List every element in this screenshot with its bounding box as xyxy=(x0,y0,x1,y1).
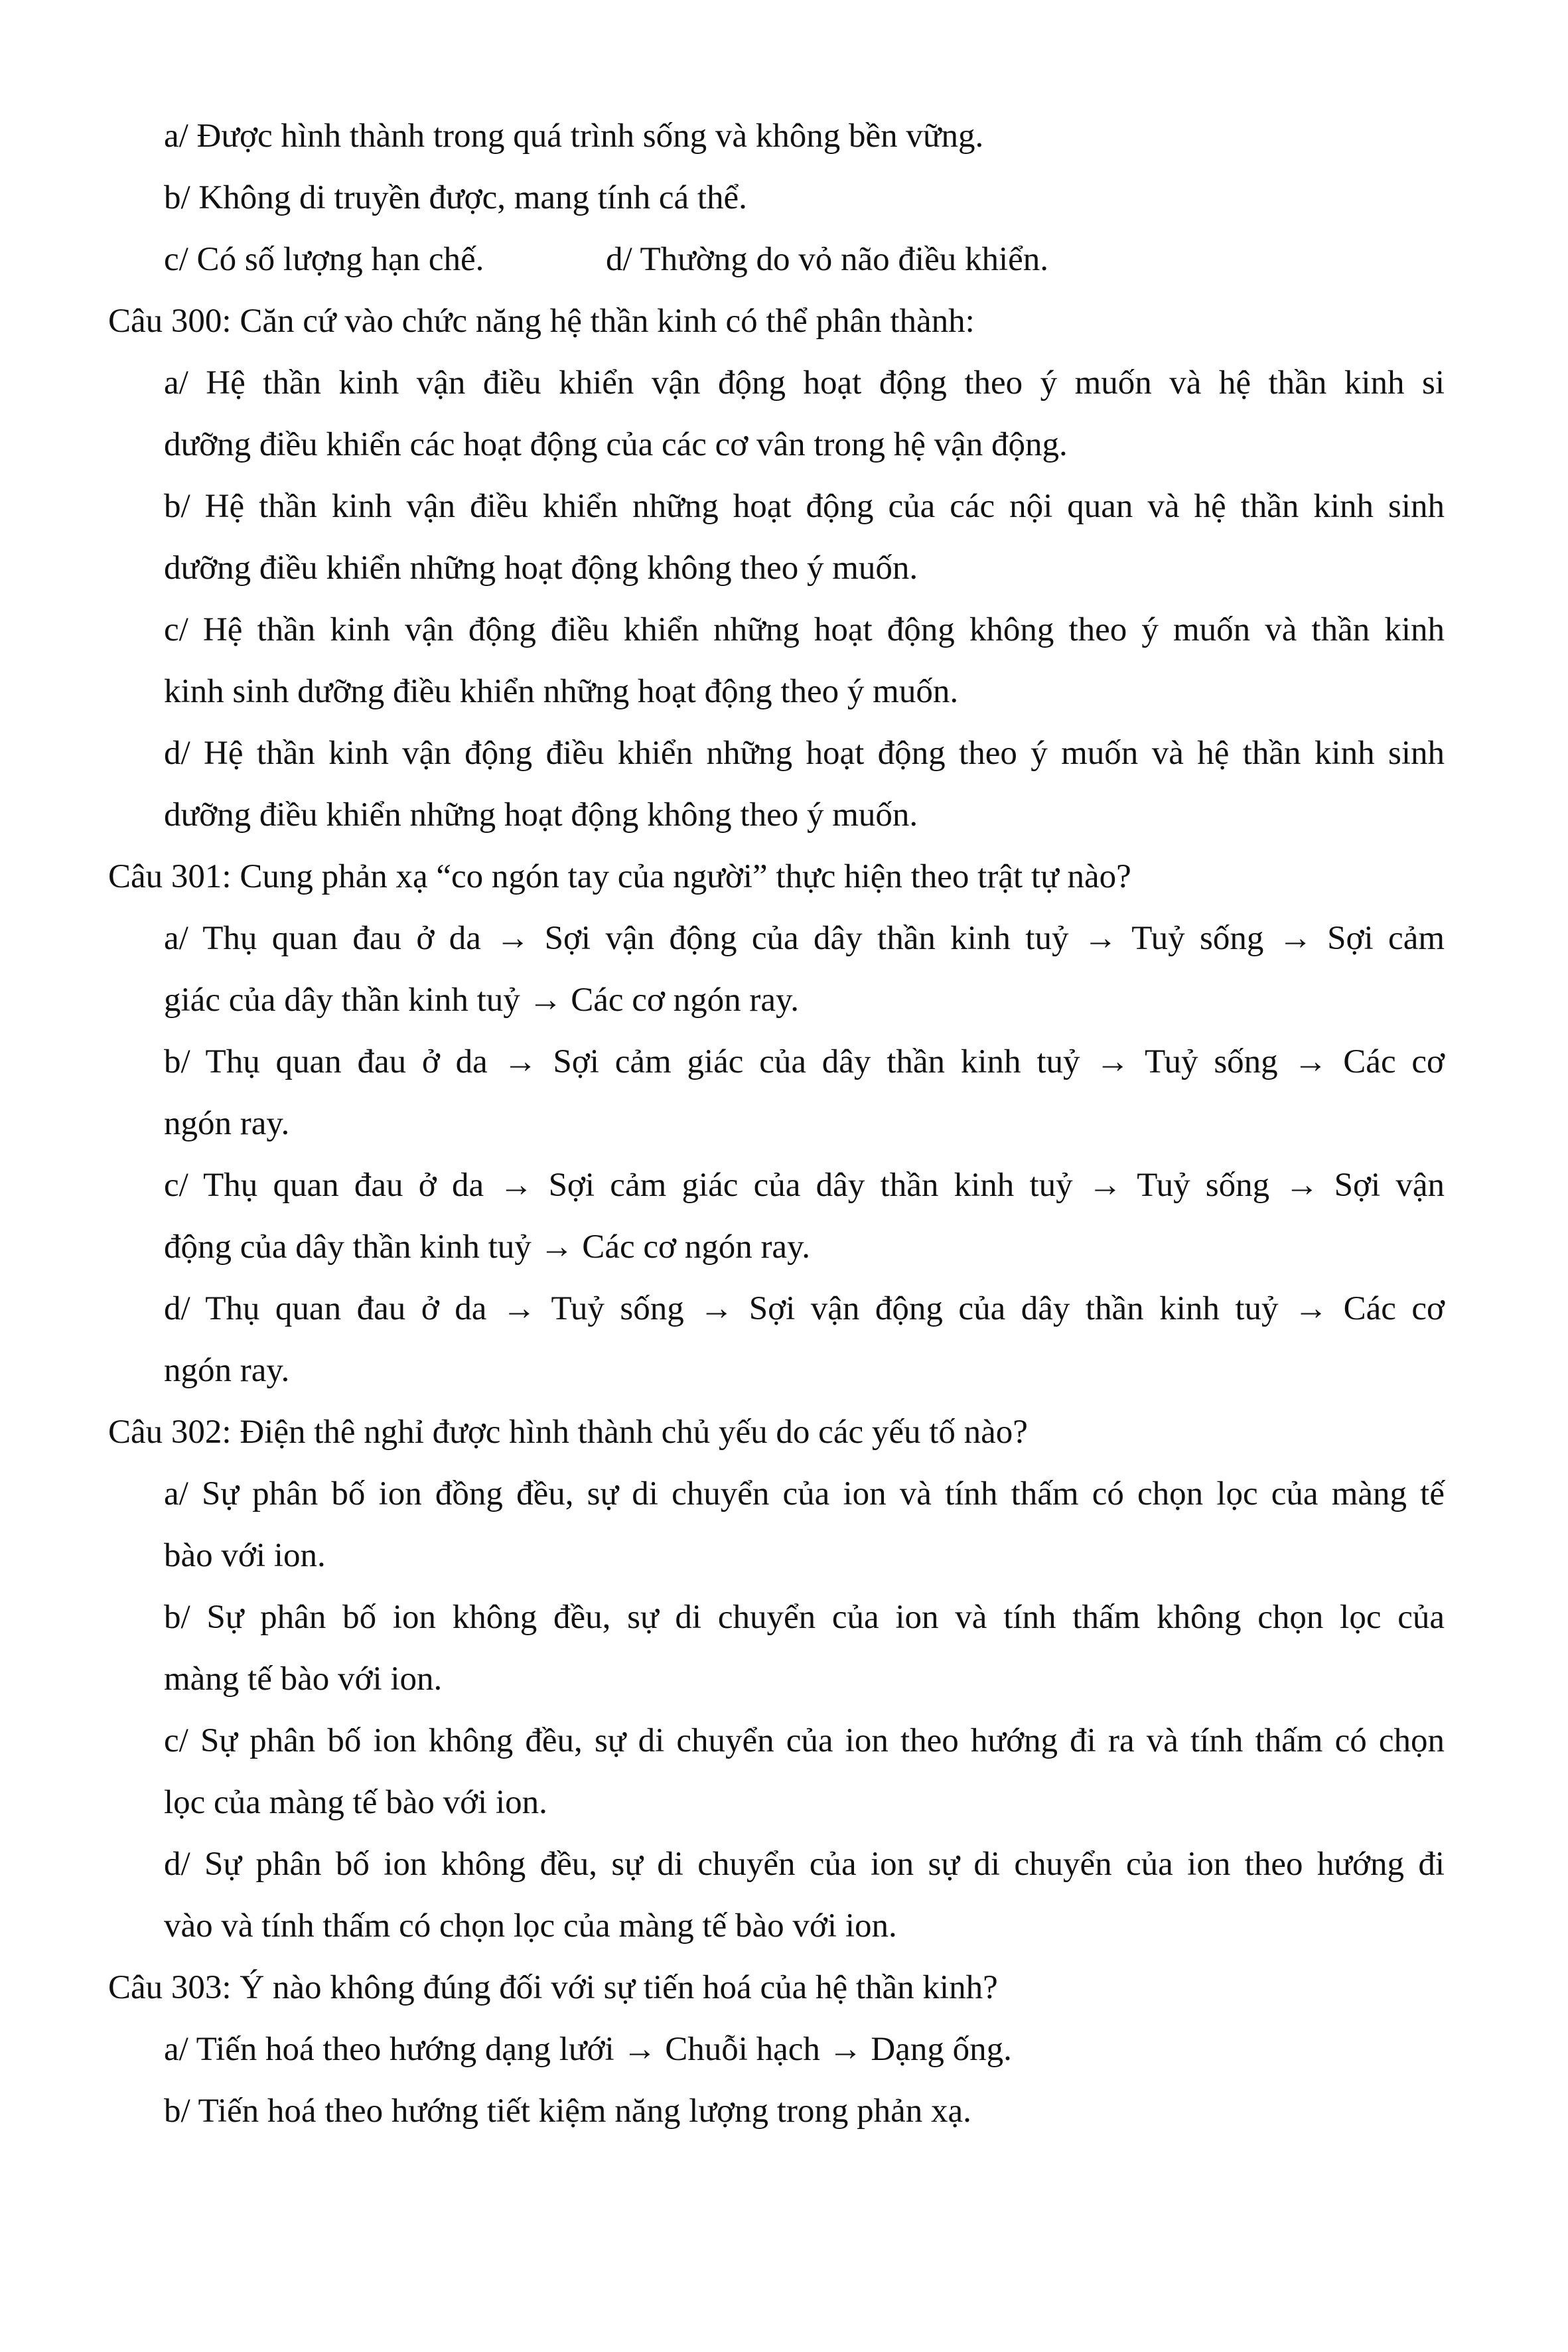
q301-option-b-line1: b/ Thụ quan đau ở da → Sợi cảm giác của dây thần kinh tuỷ → Tuỷ sống → Các cơ xyxy=(164,1043,1445,1080)
q302-option-a-line1: a/ Sự phân bố ion đồng đều, sự di chuyển của ion và tính thấm có chọn lọc của màng tế xyxy=(164,1475,1445,1512)
q300-option-d-line1: d/ Hệ thần kinh vận động điều khiển những hoạt động theo ý muốn và hệ thần kinh sinh xyxy=(164,735,1445,772)
q301-option-a-line2: giác của dây thần kinh tuỷ → Các cơ ngón ray. xyxy=(164,982,799,1019)
q300-option-c-line1: c/ Hệ thần kinh vận động điều khiển những hoạt động không theo ý muốn và thần kinh xyxy=(164,611,1445,648)
q300-option-c-line2: kinh sinh dưỡng điều khiển những hoạt động theo ý muốn. xyxy=(164,673,959,710)
q301-option-c-line1: c/ Thụ quan đau ở da → Sợi cảm giác của dây thần kinh tuỷ → Tuỷ sống → Sợi vận xyxy=(164,1167,1445,1204)
question-301: Câu 301: Cung phản xạ “co ngón tay của người” thực hiện theo trật tự nào? xyxy=(108,858,1131,895)
q300-option-a-line2: dưỡng điều khiển các hoạt động của các cơ vân trong hệ vận động. xyxy=(164,426,1068,463)
q303-option-a: a/ Tiến hoá theo hướng dạng lưới → Chuỗi hạch → Dạng ống. xyxy=(164,2031,1012,2068)
prev-option-a: a/ Được hình thành trong quá trình sống và không bền vững. xyxy=(164,117,984,155)
question-303: Câu 303: Ý nào không đúng đối với sự tiến hoá của hệ thần kinh? xyxy=(108,1969,998,2006)
q300-option-d-line2: dưỡng điều khiển những hoạt động không theo ý muốn. xyxy=(164,796,918,834)
q301-option-c-line2: động của dây thần kinh tuỷ → Các cơ ngón ray. xyxy=(164,1228,811,1266)
prev-option-c: c/ Có số lượng hạn chế. xyxy=(164,241,484,278)
q302-option-d-line2: vào và tính thấm có chọn lọc của màng tế bào với ion. xyxy=(164,1907,897,1945)
q300-option-b-line2: dưỡng điều khiển những hoạt động không theo ý muốn. xyxy=(164,550,918,587)
q301-option-a-line1: a/ Thụ quan đau ở da → Sợi vận động của dây thần kinh tuỷ → Tuỷ sống → Sợi cảm xyxy=(164,920,1445,957)
q302-option-b-line1: b/ Sự phân bố ion không đều, sự di chuyển của ion và tính thấm không chọn lọc của xyxy=(164,1599,1445,1636)
q303-option-b: b/ Tiến hoá theo hướng tiết kiệm năng lượng trong phản xạ. xyxy=(164,2093,971,2130)
question-302: Câu 302: Điện thê nghỉ được hình thành chủ yếu do các yếu tố nào? xyxy=(108,1414,1028,1451)
q302-option-b-line2: màng tế bào với ion. xyxy=(164,1660,443,1698)
q300-option-b-line1: b/ Hệ thần kinh vận điều khiển những hoạt động của các nội quan và hệ thần kinh sinh xyxy=(164,488,1445,525)
q302-option-c-line2: lọc của màng tế bào với ion. xyxy=(164,1784,547,1821)
prev-option-b: b/ Không di truyền được, mang tính cá thể. xyxy=(164,179,747,216)
q301-option-b-line2: ngón ray. xyxy=(164,1105,290,1142)
prev-options-cd xyxy=(164,240,1445,279)
q300-option-a-line1: a/ Hệ thần kinh vận điều khiển vận động hoạt động theo ý muốn và hệ thần kinh si xyxy=(164,364,1445,402)
q302-option-d-line1: d/ Sự phân bố ion không đều, sự di chuyển của ion sự di chuyển của ion theo hướng đi xyxy=(164,1846,1445,1883)
question-300: Câu 300: Căn cứ vào chức năng hệ thần kinh có thể phân thành: xyxy=(108,303,975,340)
prev-option-d: d/ Thường do vỏ não điều khiển. xyxy=(606,241,1049,278)
q302-option-a-line2: bào với ion. xyxy=(164,1537,326,1574)
q302-option-c-line1: c/ Sự phân bố ion không đều, sự di chuyển của ion theo hướng đi ra và tính thấm có chọn xyxy=(164,1722,1445,1759)
q301-option-d-line2: ngón ray. xyxy=(164,1352,290,1389)
q301-option-d-line1: d/ Thụ quan đau ở da → Tuỷ sống → Sợi vận động của dây thần kinh tuỷ → Các cơ xyxy=(164,1290,1445,1327)
